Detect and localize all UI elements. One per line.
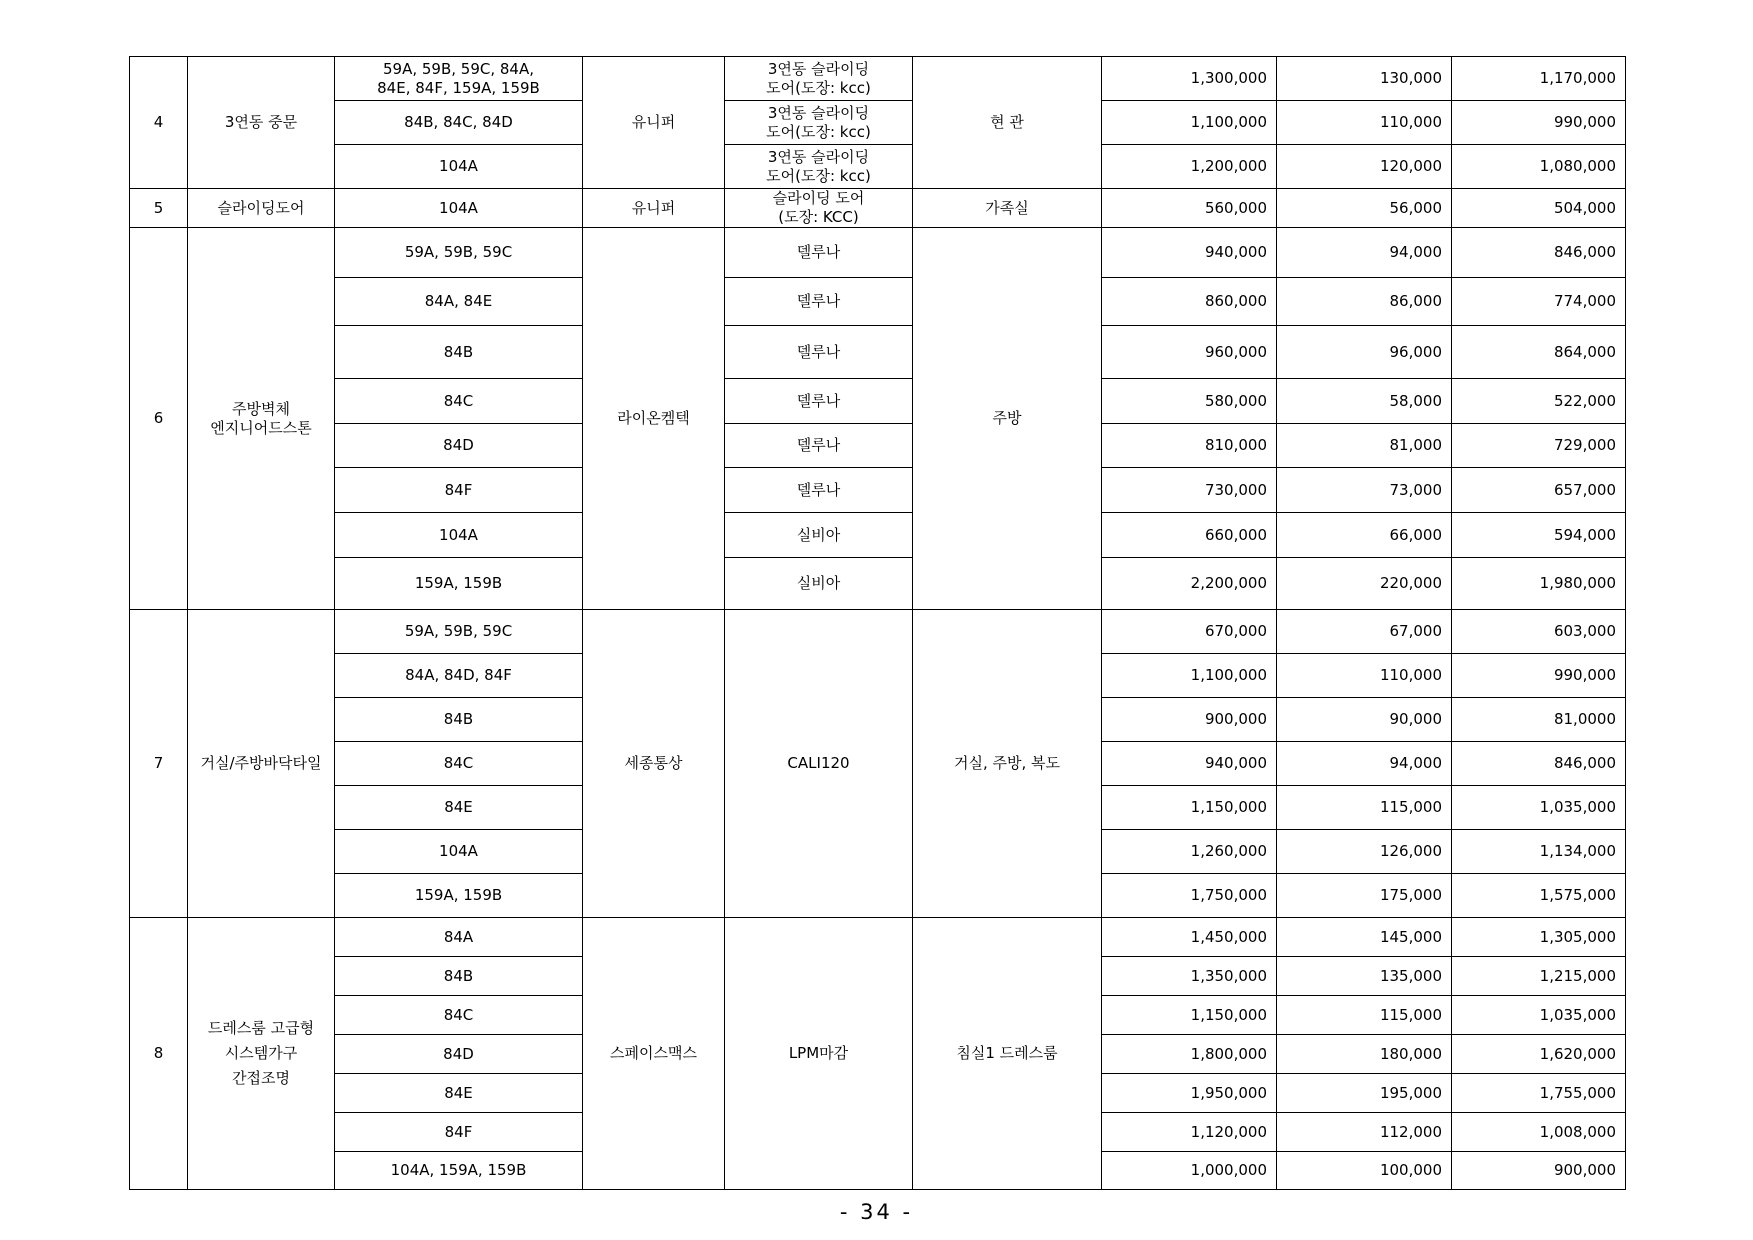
price-net: 1,980,000: [1452, 558, 1626, 610]
install-location: 현 관: [913, 57, 1102, 189]
item-number: 5: [130, 189, 188, 228]
specification: 3연동 슬라이딩 도어(도장: kcc): [725, 57, 913, 101]
specification: 델루나: [725, 326, 913, 379]
price-total: 580,000: [1102, 379, 1277, 424]
price-total: 660,000: [1102, 513, 1277, 558]
price-net: 1,170,000: [1452, 57, 1626, 101]
install-location: 가족실: [913, 189, 1102, 228]
price-total: 1,450,000: [1102, 918, 1277, 957]
price-tax: 81,000: [1277, 424, 1452, 468]
price-tax: 120,000: [1277, 145, 1452, 189]
price-total: 1,100,000: [1102, 101, 1277, 145]
price-net: 864,000: [1452, 326, 1626, 379]
table-row: [130, 189, 1626, 228]
unit-type: 84D: [335, 424, 583, 468]
specification: 델루나: [725, 379, 913, 424]
price-total: 2,200,000: [1102, 558, 1277, 610]
unit-type: 84B: [335, 698, 583, 742]
unit-type: 84F: [335, 1113, 583, 1152]
item-number: 6: [130, 228, 188, 610]
unit-type: 84B, 84C, 84D: [335, 101, 583, 145]
price-tax: 110,000: [1277, 654, 1452, 698]
table-row: [130, 918, 1626, 957]
price-total: 1,120,000: [1102, 1113, 1277, 1152]
unit-type: 104A: [335, 145, 583, 189]
price-total: 1,750,000: [1102, 874, 1277, 918]
price-tax: 100,000: [1277, 1152, 1452, 1190]
price-total: 1,350,000: [1102, 957, 1277, 996]
price-tax: 56,000: [1277, 189, 1452, 228]
price-tax: 115,000: [1277, 996, 1452, 1035]
price-net: 1,008,000: [1452, 1113, 1626, 1152]
price-tax: 126,000: [1277, 830, 1452, 874]
install-location: 침실1 드레스룸: [913, 918, 1102, 1190]
price-net: 1,035,000: [1452, 996, 1626, 1035]
unit-type: 59A, 59B, 59C: [335, 228, 583, 278]
price-total: 560,000: [1102, 189, 1277, 228]
price-tax: 112,000: [1277, 1113, 1452, 1152]
table-row: [130, 424, 1626, 468]
unit-type: 84F: [335, 468, 583, 513]
price-net: 603,000: [1452, 610, 1626, 654]
price-tax: 86,000: [1277, 278, 1452, 326]
price-total: 730,000: [1102, 468, 1277, 513]
table-row: [130, 101, 1626, 145]
price-net: 900,000: [1452, 1152, 1626, 1190]
price-total: 1,150,000: [1102, 996, 1277, 1035]
price-total: 940,000: [1102, 742, 1277, 786]
price-net: 774,000: [1452, 278, 1626, 326]
price-total: 940,000: [1102, 228, 1277, 278]
specification: CALI120: [725, 610, 913, 918]
price-total: 1,100,000: [1102, 654, 1277, 698]
specification: LPM마감: [725, 918, 913, 1190]
item-name: 3연동 중문: [188, 57, 335, 189]
price-tax: 135,000: [1277, 957, 1452, 996]
table-row: [130, 278, 1626, 326]
unit-type: 104A: [335, 189, 583, 228]
price-total: 810,000: [1102, 424, 1277, 468]
install-location: 거실, 주방, 복도: [913, 610, 1102, 918]
price-tax: 58,000: [1277, 379, 1452, 424]
unit-type: 84A, 84D, 84F: [335, 654, 583, 698]
price-net: 1,755,000: [1452, 1074, 1626, 1113]
price-total: 1,300,000: [1102, 57, 1277, 101]
unit-type: 159A, 159B: [335, 874, 583, 918]
specification: 델루나: [725, 424, 913, 468]
item-number: 8: [130, 918, 188, 1190]
specification: 슬라이딩 도어 (도장: KCC): [725, 189, 913, 228]
table-row: [130, 145, 1626, 189]
table-row: [130, 558, 1626, 610]
item-name: 드레스룸 고급형 시스템가구 간접조명: [188, 918, 335, 1190]
unit-type: 84C: [335, 996, 583, 1035]
price-net: 594,000: [1452, 513, 1626, 558]
unit-type: 84E: [335, 1074, 583, 1113]
unit-type: 84C: [335, 379, 583, 424]
price-net: 522,000: [1452, 379, 1626, 424]
price-tax: 94,000: [1277, 742, 1452, 786]
unit-type: 59A, 59B, 59C, 84A, 84E, 84F, 159A, 159B: [335, 57, 583, 101]
item-number: 4: [130, 57, 188, 189]
manufacturer: 세종통상: [583, 610, 725, 918]
manufacturer: 스페이스맥스: [583, 918, 725, 1190]
unit-type: 104A: [335, 513, 583, 558]
specification: 델루나: [725, 228, 913, 278]
table-row: [130, 610, 1626, 654]
price-net: 1,080,000: [1452, 145, 1626, 189]
price-tax: 175,000: [1277, 874, 1452, 918]
unit-type: 84A, 84E: [335, 278, 583, 326]
price-total: 1,200,000: [1102, 145, 1277, 189]
price-total: 1,950,000: [1102, 1074, 1277, 1113]
unit-type: 84B: [335, 326, 583, 379]
unit-type: 84E: [335, 786, 583, 830]
price-net: 990,000: [1452, 101, 1626, 145]
price-net: 990,000: [1452, 654, 1626, 698]
price-net: 1,620,000: [1452, 1035, 1626, 1074]
price-tax: 73,000: [1277, 468, 1452, 513]
price-tax: 66,000: [1277, 513, 1452, 558]
unit-type: 84A: [335, 918, 583, 957]
item-number: 7: [130, 610, 188, 918]
price-tax: 90,000: [1277, 698, 1452, 742]
price-tax: 67,000: [1277, 610, 1452, 654]
install-location: 주방: [913, 228, 1102, 610]
price-tax: 180,000: [1277, 1035, 1452, 1074]
price-total: 960,000: [1102, 326, 1277, 379]
specification: 3연동 슬라이딩 도어(도장: kcc): [725, 101, 913, 145]
price-net: 846,000: [1452, 742, 1626, 786]
price-tax: 145,000: [1277, 918, 1452, 957]
table-row: [130, 57, 1626, 101]
price-total: 670,000: [1102, 610, 1277, 654]
item-name: 거실/주방바닥타일: [188, 610, 335, 918]
price-tax: 115,000: [1277, 786, 1452, 830]
options-price-table: [129, 56, 1626, 1190]
unit-type: 84D: [335, 1035, 583, 1074]
price-net: 1,134,000: [1452, 830, 1626, 874]
item-name: 주방벽체 엔지니어드스톤: [188, 228, 335, 610]
specification: 실비아: [725, 558, 913, 610]
specification: 델루나: [725, 468, 913, 513]
price-net: 657,000: [1452, 468, 1626, 513]
price-tax: 94,000: [1277, 228, 1452, 278]
unit-type: 159A, 159B: [335, 558, 583, 610]
unit-type: 104A, 159A, 159B: [335, 1152, 583, 1190]
specification: 3연동 슬라이딩 도어(도장: kcc): [725, 145, 913, 189]
table-row: [130, 513, 1626, 558]
price-tax: 220,000: [1277, 558, 1452, 610]
price-net: 1,575,000: [1452, 874, 1626, 918]
price-total: 1,000,000: [1102, 1152, 1277, 1190]
unit-type: 84C: [335, 742, 583, 786]
manufacturer: 유니퍼: [583, 189, 725, 228]
price-tax: 96,000: [1277, 326, 1452, 379]
unit-type: 104A: [335, 830, 583, 874]
price-net: 81,0000: [1452, 698, 1626, 742]
specification: 실비아: [725, 513, 913, 558]
specification: 델루나: [725, 278, 913, 326]
price-total: 1,800,000: [1102, 1035, 1277, 1074]
price-total: 860,000: [1102, 278, 1277, 326]
price-net: 729,000: [1452, 424, 1626, 468]
table-row: [130, 379, 1626, 424]
manufacturer: 유니퍼: [583, 57, 725, 189]
price-total: 1,150,000: [1102, 786, 1277, 830]
table-row: [130, 326, 1626, 379]
item-name: 슬라이딩도어: [188, 189, 335, 228]
price-tax: 110,000: [1277, 101, 1452, 145]
price-tax: 130,000: [1277, 57, 1452, 101]
price-tax: 195,000: [1277, 1074, 1452, 1113]
table-row: [130, 228, 1626, 278]
price-net: 1,305,000: [1452, 918, 1626, 957]
price-net: 846,000: [1452, 228, 1626, 278]
price-total: 900,000: [1102, 698, 1277, 742]
price-total: 1,260,000: [1102, 830, 1277, 874]
manufacturer: 라이온켐텍: [583, 228, 725, 610]
unit-type: 84B: [335, 957, 583, 996]
price-net: 1,035,000: [1452, 786, 1626, 830]
unit-type: 59A, 59B, 59C: [335, 610, 583, 654]
price-net: 1,215,000: [1452, 957, 1626, 996]
price-net: 504,000: [1452, 189, 1626, 228]
page-number: - 34 -: [839, 1200, 914, 1224]
table-row: [130, 468, 1626, 513]
